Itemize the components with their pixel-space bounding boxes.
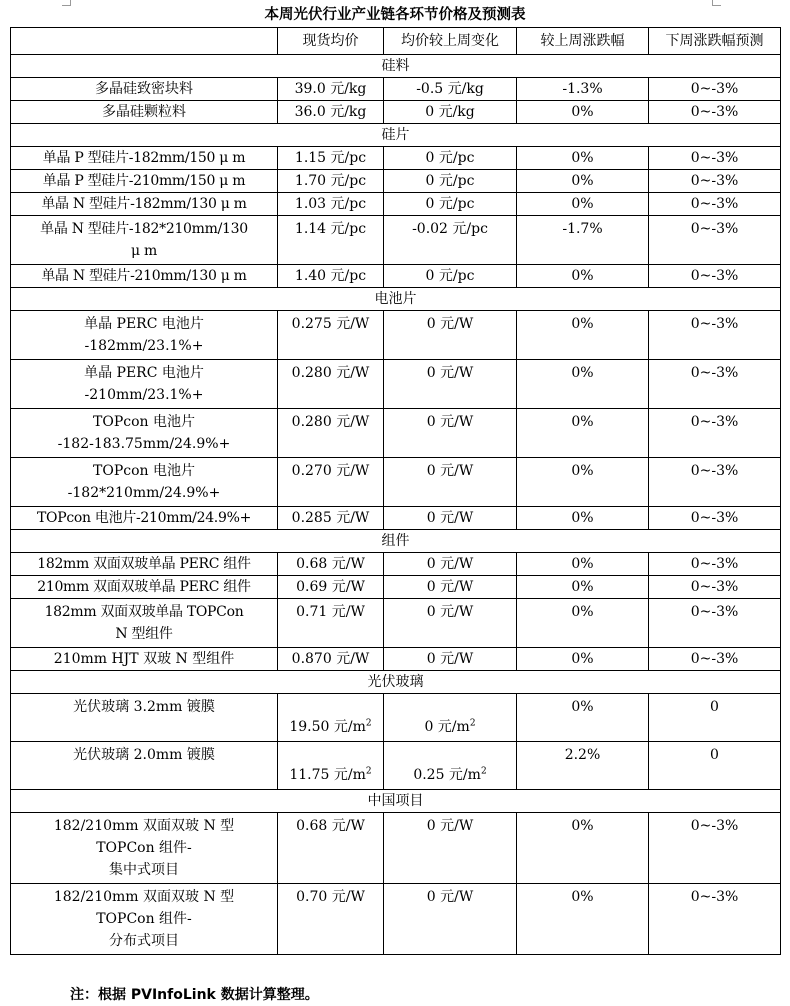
row-price: 39.0 元/kg xyxy=(278,78,384,101)
row-price: 0.68 元/W xyxy=(278,553,384,576)
row-name-line: -182*210mm/24.9%+ xyxy=(67,485,221,501)
row-forecast: 0~-3% xyxy=(649,576,781,599)
row-forecast: 0~-3% xyxy=(649,813,781,884)
table-row xyxy=(11,507,781,530)
row-price: 0.275 元/W xyxy=(278,311,384,360)
row-name-line: 分布式项目 xyxy=(109,933,179,949)
unit-exponent: 2 xyxy=(365,718,372,729)
row-name: 单晶 N 型硅片-182mm/130 μ m xyxy=(11,193,278,216)
row-name xyxy=(11,360,278,409)
section-row xyxy=(11,124,781,147)
unit-exponent: 2 xyxy=(469,718,476,729)
row-pct: -1.7% xyxy=(517,216,649,265)
row-price: 1.15 元/pc xyxy=(278,147,384,170)
row-price: 0.71 元/W xyxy=(278,599,384,648)
row-forecast: 0 xyxy=(649,742,781,790)
row-price: 1.70 元/pc xyxy=(278,170,384,193)
row-forecast: 0~-3% xyxy=(649,599,781,648)
row-name: 多晶硅致密块料 xyxy=(11,78,278,101)
row-price: 0.70 元/W xyxy=(278,884,384,955)
row-change: 0 元/pc xyxy=(384,147,517,170)
row-pct: 0% xyxy=(517,884,649,955)
row-pct: 0% xyxy=(517,648,649,671)
row-name: 光伏玻璃 2.0mm 镀膜 xyxy=(11,742,278,790)
row-change: -0.5 元/kg xyxy=(384,78,517,101)
row-price: 1.03 元/pc xyxy=(278,193,384,216)
row-change: 0 元/W xyxy=(384,360,517,409)
row-name-line: N 型组件 xyxy=(115,626,173,642)
row-name-line: -182-183.75mm/24.9%+ xyxy=(57,436,231,452)
section-row xyxy=(11,288,781,311)
row-name xyxy=(11,884,278,955)
table-row xyxy=(11,360,781,409)
section-glass: 光伏玻璃 xyxy=(11,671,781,694)
row-name: TOPcon 电池片-210mm/24.9%+ xyxy=(11,507,278,530)
row-price: 0.285 元/W xyxy=(278,507,384,530)
row-price: 1.40 元/pc xyxy=(278,265,384,288)
row-change: 0 元/W xyxy=(384,813,517,884)
row-name xyxy=(11,409,278,458)
row-forecast: 0~-3% xyxy=(649,265,781,288)
table-row xyxy=(11,193,781,216)
row-pct: 0% xyxy=(517,193,649,216)
row-name xyxy=(11,599,278,648)
row-change: 0 元/W xyxy=(384,409,517,458)
row-name xyxy=(11,813,278,884)
row-pct: 0% xyxy=(517,694,649,742)
header-weekly-change: 均价较上周变化 xyxy=(384,28,517,55)
row-name-line: 182/210mm 双面双玻 N 型 xyxy=(53,818,235,834)
row-name: 光伏玻璃 3.2mm 镀膜 xyxy=(11,694,278,742)
row-name: 210mm HJT 双玻 N 型组件 xyxy=(11,648,278,671)
row-forecast: 0~-3% xyxy=(649,360,781,409)
header-spot-price: 现货均价 xyxy=(278,28,384,55)
table-row xyxy=(11,216,781,265)
row-name-line: 单晶 PERC 电池片 xyxy=(84,365,204,381)
row-name-line: 182mm 双面双玻单晶 TOPCon xyxy=(44,604,244,620)
row-name-line: 182/210mm 双面双玻 N 型 xyxy=(53,889,235,905)
row-change: 0 元/W xyxy=(384,311,517,360)
row-name-line: 集中式项目 xyxy=(109,862,179,878)
row-forecast: 0~-3% xyxy=(649,170,781,193)
row-forecast: 0~-3% xyxy=(649,458,781,507)
row-change: 0 元/W xyxy=(384,648,517,671)
table-row xyxy=(11,648,781,671)
price-value: 19.50 元/m xyxy=(289,719,366,735)
row-change: 0 元/W xyxy=(384,576,517,599)
row-price: 0.870 元/W xyxy=(278,648,384,671)
row-name: 单晶 P 型硅片-182mm/150 μ m xyxy=(11,147,278,170)
row-pct: 0% xyxy=(517,576,649,599)
row-price: 0.68 元/W xyxy=(278,813,384,884)
table-row xyxy=(11,78,781,101)
table-row xyxy=(11,147,781,170)
row-forecast: 0~-3% xyxy=(649,311,781,360)
row-price: 0.280 元/W xyxy=(278,409,384,458)
change-value: 0 元/m xyxy=(424,719,470,735)
row-price: 0.270 元/W xyxy=(278,458,384,507)
row-forecast: 0~-3% xyxy=(649,409,781,458)
row-pct: 0% xyxy=(517,813,649,884)
table-row xyxy=(11,409,781,458)
row-name-line: -182mm/23.1%+ xyxy=(84,338,204,354)
row-name-line: 单晶 N 型硅片-182*210mm/130 xyxy=(40,221,248,237)
table-row xyxy=(11,576,781,599)
price-forecast-table xyxy=(10,27,781,955)
section-row xyxy=(11,671,781,694)
row-forecast: 0~-3% xyxy=(649,216,781,265)
row-change: 0 元/W xyxy=(384,553,517,576)
row-name-line: 单晶 PERC 电池片 xyxy=(84,316,204,332)
row-forecast: 0~-3% xyxy=(649,884,781,955)
row-forecast: 0 xyxy=(649,694,781,742)
change-value: 0.25 元/m xyxy=(413,767,481,783)
row-change: 0 元/W xyxy=(384,507,517,530)
row-name: 多晶硅颗粒料 xyxy=(11,101,278,124)
section-module: 组件 xyxy=(11,530,781,553)
table-row xyxy=(11,170,781,193)
row-pct: 0% xyxy=(517,101,649,124)
table-row xyxy=(11,265,781,288)
row-name xyxy=(11,311,278,360)
row-pct: -1.3% xyxy=(517,78,649,101)
row-price: 36.0 元/kg xyxy=(278,101,384,124)
section-silicon: 硅料 xyxy=(11,55,781,78)
unit-exponent: 2 xyxy=(480,766,487,777)
row-change: -0.02 元/pc xyxy=(384,216,517,265)
row-pct: 0% xyxy=(517,553,649,576)
unit-exponent: 2 xyxy=(365,766,372,777)
row-pct: 0% xyxy=(517,147,649,170)
row-forecast: 0~-3% xyxy=(649,101,781,124)
row-change: 0 元/pc xyxy=(384,170,517,193)
row-name-line: -210mm/23.1%+ xyxy=(84,387,204,403)
section-cell: 电池片 xyxy=(11,288,781,311)
row-price: 0.69 元/W xyxy=(278,576,384,599)
row-name: 182mm 双面双玻单晶 PERC 组件 xyxy=(11,553,278,576)
row-name: 单晶 P 型硅片-210mm/150 μ m xyxy=(11,170,278,193)
row-pct: 0% xyxy=(517,265,649,288)
row-forecast: 0~-3% xyxy=(649,193,781,216)
row-pct: 0% xyxy=(517,409,649,458)
row-price xyxy=(278,694,384,742)
header-row xyxy=(11,28,781,55)
row-forecast: 0~-3% xyxy=(649,147,781,170)
row-pct: 0% xyxy=(517,170,649,193)
section-row xyxy=(11,55,781,78)
row-price: 1.14 元/pc xyxy=(278,216,384,265)
table-row xyxy=(11,599,781,648)
table-row xyxy=(11,458,781,507)
row-name: 单晶 N 型硅片-210mm/130 μ m xyxy=(11,265,278,288)
table-row xyxy=(11,553,781,576)
header-item xyxy=(11,28,278,55)
row-pct: 0% xyxy=(517,311,649,360)
row-name: 210mm 双面双玻单晶 PERC 组件 xyxy=(11,576,278,599)
row-pct: 0% xyxy=(517,599,649,648)
row-forecast: 0~-3% xyxy=(649,507,781,530)
table-title: 本周光伏行业产业链各环节价格及预测表 xyxy=(264,7,526,23)
row-name-line: TOPcon 电池片 xyxy=(93,414,195,430)
table-row xyxy=(11,813,781,884)
section-china: 中国项目 xyxy=(11,790,781,813)
row-change: 0 元/W xyxy=(384,458,517,507)
row-name-line: TOPcon 电池片 xyxy=(93,463,195,479)
row-name-line: TOPCon 组件- xyxy=(96,840,192,856)
row-forecast: 0~-3% xyxy=(649,553,781,576)
row-change: 0 元/W xyxy=(384,599,517,648)
section-row xyxy=(11,790,781,813)
row-pct: 2.2% xyxy=(517,742,649,790)
row-name-line: μ m xyxy=(131,243,157,259)
row-forecast: 0~-3% xyxy=(649,648,781,671)
section-wafer: 硅片 xyxy=(11,124,781,147)
row-price: 0.280 元/W xyxy=(278,360,384,409)
table-row xyxy=(11,694,781,742)
row-name-line: TOPCon 组件- xyxy=(96,911,192,927)
header-weekly-pct: 较上周涨跌幅 xyxy=(517,28,649,55)
row-change: 0 元/W xyxy=(384,884,517,955)
table-row xyxy=(11,311,781,360)
row-change: 0 元/pc xyxy=(384,193,517,216)
row-pct: 0% xyxy=(517,458,649,507)
row-change: 0 元/pc xyxy=(384,265,517,288)
row-pct: 0% xyxy=(517,507,649,530)
row-change: 0 元/kg xyxy=(384,101,517,124)
row-change xyxy=(384,694,517,742)
row-forecast: 0~-3% xyxy=(649,78,781,101)
row-name xyxy=(11,216,278,265)
footnote: 注：根据 PVInfoLink 数据计算整理。 xyxy=(70,987,319,1003)
row-pct: 0% xyxy=(517,360,649,409)
section-row xyxy=(11,530,781,553)
table-row xyxy=(11,742,781,790)
table-row xyxy=(11,101,781,124)
table-row xyxy=(11,884,781,955)
price-value: 11.75 元/m xyxy=(289,767,366,783)
row-change xyxy=(384,742,517,790)
row-name xyxy=(11,458,278,507)
row-price xyxy=(278,742,384,790)
header-next-week-forecast: 下周涨跌幅预测 xyxy=(649,28,781,55)
